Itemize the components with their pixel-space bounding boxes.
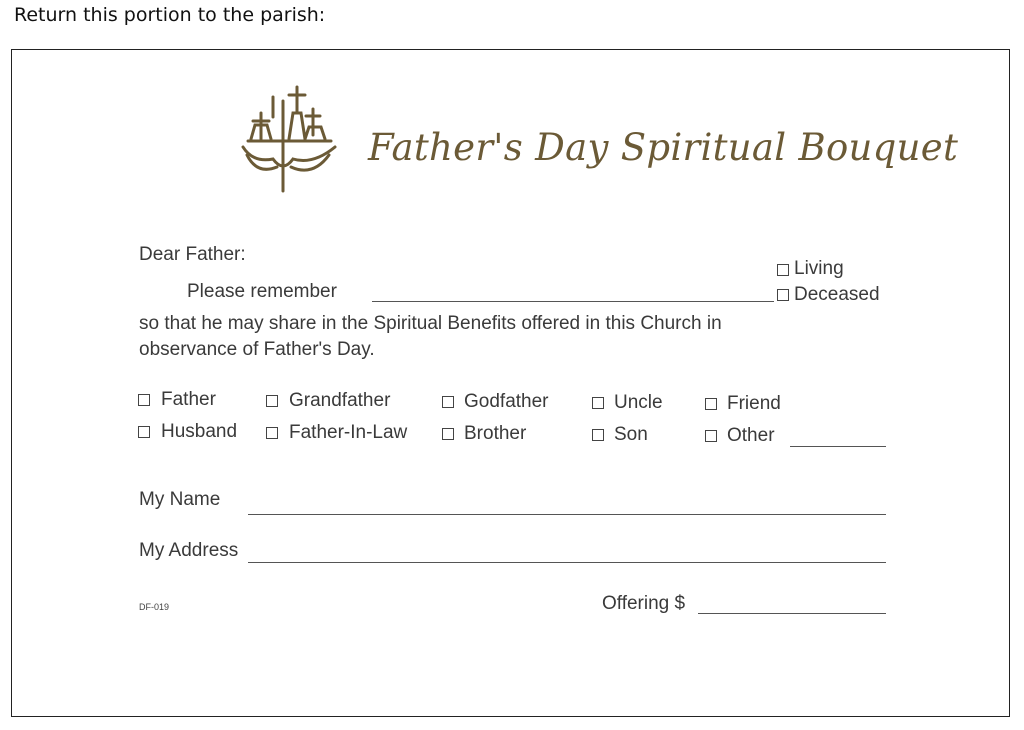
- living-label: Living: [794, 258, 844, 279]
- church-cross-bouquet-icon: [233, 83, 345, 195]
- husband-label: Husband: [161, 421, 238, 442]
- brother-label: Brother: [464, 423, 527, 444]
- form-code: DF-019: [139, 602, 170, 612]
- offering-amount-line[interactable]: [698, 613, 886, 614]
- uncle-checkbox[interactable]: [592, 397, 604, 409]
- uncle-label: Uncle: [614, 392, 663, 413]
- remember-label: Please remember: [187, 281, 337, 302]
- living-checkbox[interactable]: [777, 264, 789, 276]
- father-in-law-checkbox[interactable]: [266, 427, 278, 439]
- father-in-law-label: Father-In-Law: [289, 422, 408, 443]
- bouquet-card: [11, 49, 1010, 717]
- father-label: Father: [161, 389, 216, 410]
- godfather-checkbox[interactable]: [442, 396, 454, 408]
- father-checkbox[interactable]: [138, 394, 150, 406]
- deceased-checkbox[interactable]: [777, 289, 789, 301]
- offering-label: Offering $: [602, 593, 686, 614]
- card-title: Father's Day Spiritual Bouquet: [368, 126, 959, 169]
- other-specify-line[interactable]: [790, 446, 886, 447]
- friend-label: Friend: [727, 393, 781, 414]
- my-name-line[interactable]: [248, 514, 886, 515]
- my-address-line[interactable]: [248, 562, 886, 563]
- body-line-1: so that he may share in the Spiritual Benefits offered in this Church in: [139, 313, 722, 334]
- other-label: Other: [727, 425, 775, 446]
- greeting: Dear Father:: [139, 244, 246, 265]
- son-label: Son: [614, 424, 648, 445]
- instruction-text: Return this portion to the parish:: [14, 4, 326, 26]
- body-line-2: observance of Father's Day.: [139, 339, 375, 360]
- remember-name-line[interactable]: [372, 301, 774, 302]
- godfather-label: Godfather: [464, 391, 549, 412]
- deceased-label: Deceased: [794, 284, 880, 305]
- other-checkbox[interactable]: [705, 430, 717, 442]
- grandfather-checkbox[interactable]: [266, 395, 278, 407]
- my-address-label: My Address: [139, 540, 239, 561]
- friend-checkbox[interactable]: [705, 398, 717, 410]
- my-name-label: My Name: [139, 489, 221, 510]
- brother-checkbox[interactable]: [442, 428, 454, 440]
- grandfather-label: Grandfather: [289, 390, 391, 411]
- son-checkbox[interactable]: [592, 429, 604, 441]
- husband-checkbox[interactable]: [138, 426, 150, 438]
